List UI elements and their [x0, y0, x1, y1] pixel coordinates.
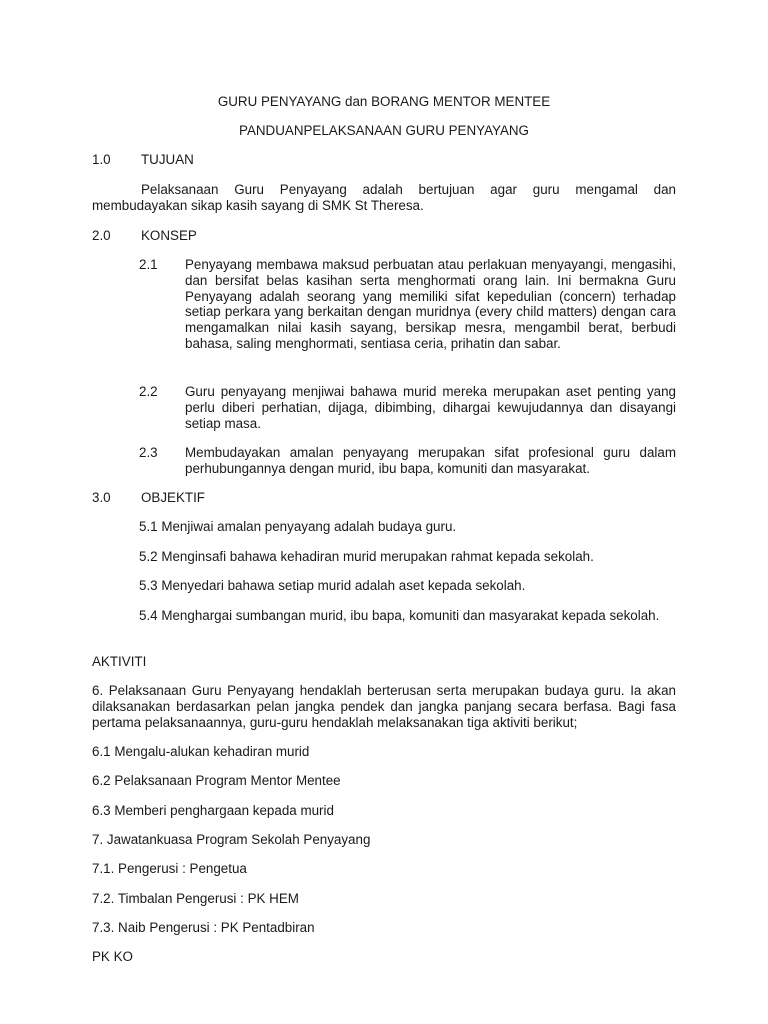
subsection-number: 2.3 — [139, 445, 158, 460]
aktiviti-paragraph: 6. Pelaksanaan Guru Penyayang hendaklah berterusan serta merupakan budaya guru. Ia akan dilaksanakan berdasarkan pelan jangka pendek dan jangka panjang secara berfasa. Bagi fasa pertama pelaksanaannya, guru-guru hendaklah melaksanakan tiga aktiviti berikut; — [92, 683, 676, 730]
section-paragraph: Pelaksanaan Guru Penyayang adalah bertujuan agar guru mengamal dan membudayakan sikap kasih sayang di SMK St Theresa. — [92, 182, 676, 213]
subsection-text: Penyayang membawa maksud perbuatan atau perlakuan menyayangi, mengasihi, dan bersifat belas kasihan serta menghormati orang lain. Ini bermakna Guru Penyayang adalah seorang yang memiliki sifat kepedulian (concern) terhadap setiap perkara yang berkaitan dengan muridnya (every child matters) dengan cara mengamalkan nilai kasih sayang, bersikap mesra, mengambil berat, berbudi bahasa, saling menghormati, sentiasa ceria, prihatin dan sabar. — [185, 257, 676, 351]
committee-item: 7.2. Timbalan Pengerusi : PK HEM — [92, 891, 299, 906]
committee-item: PK KO — [92, 949, 133, 964]
committee-item: 7.1. Pengerusi : Pengetua — [92, 861, 247, 876]
document-title: GURU PENYAYANG dan BORANG MENTOR MENTEE — [217, 94, 551, 109]
committee-heading: 7. Jawatankuasa Program Sekolah Penyayang — [92, 832, 371, 847]
aktiviti-heading: AKTIVITI — [92, 654, 147, 669]
objective-item: 5.2 Menginsafi bahawa kehadiran murid merupakan rahmat kepada sekolah. — [139, 549, 594, 564]
aktiviti-item: 6.2 Pelaksanaan Program Mentor Mentee — [92, 773, 341, 788]
objective-item: 5.3 Menyedari bahawa setiap murid adalah aset kepada sekolah. — [139, 578, 526, 593]
section-heading: KONSEP — [141, 228, 197, 243]
aktiviti-item: 6.1 Mengalu-alukan kehadiran murid — [92, 744, 310, 759]
section-heading: TUJUAN — [141, 152, 194, 167]
subsection-text: Guru penyayang menjiwai bahawa murid mereka merupakan aset penting yang perlu diberi perhatian, dijaga, dibimbing, dihargai kewujudannya dan disayangi setiap masa. — [185, 384, 676, 431]
document-subtitle: PANDUANPELAKSANAAN GURU PENYAYANG — [239, 123, 529, 138]
aktiviti-item: 6.3 Memberi penghargaan kepada murid — [92, 803, 334, 818]
committee-item: 7.3. Naib Pengerusi : PK Pentadbiran — [92, 920, 315, 935]
subsection-text: Membudayakan amalan penyayang merupakan sifat profesional guru dalam perhubungannya dengan murid, ibu bapa, komuniti dan masyarakat. — [185, 445, 676, 476]
subsection-number: 2.2 — [139, 384, 158, 399]
subsection-number: 2.1 — [139, 257, 158, 272]
section-number: 2.0 — [92, 228, 111, 243]
section-number: 1.0 — [92, 152, 111, 167]
objective-item: 5.1 Menjiwai amalan penyayang adalah budaya guru. — [139, 519, 457, 534]
section-number: 3.0 — [92, 490, 111, 505]
objective-item: 5.4 Menghargai sumbangan murid, ibu bapa, komuniti dan masyarakat kepada sekolah. — [139, 608, 660, 623]
section-heading: OBJEKTIF — [141, 490, 205, 505]
